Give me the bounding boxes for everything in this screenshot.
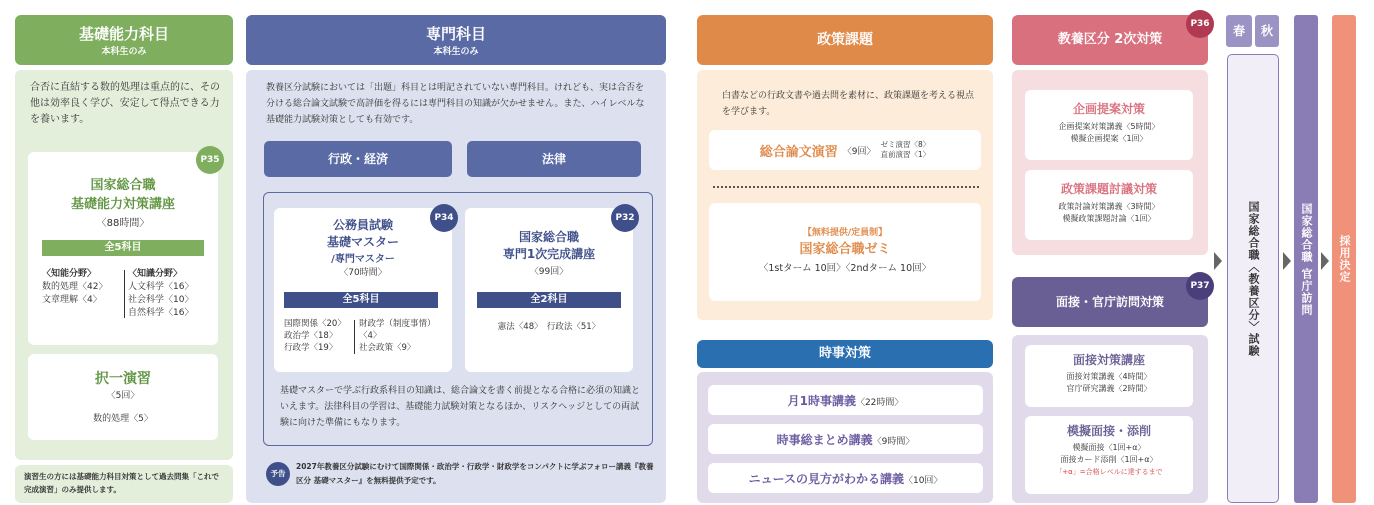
divider — [124, 270, 125, 318]
specialized-footer-text: 基礎マスターで学ぶ行政系科目の知識は、総合論文を書く前提となる合格に必須の知識といえます。法律科目の学習は、基礎能力試験対策となるほか、リスクヘッジとしての両試験に向けた準備にもなります。 — [280, 386, 641, 428]
card1-title1: 公務員試験 — [332, 218, 393, 232]
card1-item: 財政学（制度事情） — [359, 319, 436, 329]
seminar-tag: 【無料提供/定員制】 — [802, 228, 888, 238]
card1-item: 〈4〉 — [359, 331, 382, 341]
current-item — [708, 424, 983, 454]
specialized-header — [246, 15, 666, 65]
card1-bar: 全5科目 — [284, 292, 438, 308]
mock-interview-card — [1025, 416, 1193, 494]
seminar-card — [709, 203, 981, 301]
basic-subjects-header — [15, 15, 233, 65]
tab-law: 法律 — [467, 141, 641, 177]
card2-items: 憲法〈48〉 行政法〈51〉 — [497, 322, 601, 332]
right-head: 〈知識分野〉 — [128, 269, 183, 279]
practice-count: 〈5回〉 — [106, 391, 140, 401]
seminar-title: 国家総合職ゼミ — [799, 242, 891, 257]
tab-admin-econ: 行政・経済 — [264, 141, 452, 177]
specialized-intro: 教養区分試験においては「出題」科目とは明記されていない専門科目。けれども、実は合否を分ける総合論文試験で高評価を得るには専門科目の知識が欠かせません。また、ハイレベルな基礎能力試験対策としても有効です。 — [266, 83, 645, 125]
specialized-title: 専門科目 — [425, 25, 486, 43]
basic-course-title2: 基礎能力対策講座 — [70, 197, 175, 212]
divider — [354, 320, 355, 354]
left-item: 数的処理〈42〉 — [42, 282, 108, 292]
debate-title: 政策課題討議対策 — [1060, 182, 1157, 196]
current-item-count: 〈9時間〉 — [872, 437, 915, 447]
visit-box — [1294, 15, 1318, 503]
essay-card — [709, 130, 981, 170]
debate-card — [1025, 170, 1193, 240]
hired-box — [1332, 15, 1356, 503]
current-item-name: 時事総まとめ講義 — [776, 433, 873, 447]
basic-course-hours: 〈88時間〉 — [96, 218, 150, 229]
interview-header: 面接・官庁訪問対策 — [1012, 277, 1208, 327]
current-item-name: ニュースの見方がわかる講義 — [748, 472, 904, 486]
debate-item: 政策討論対策講義〈3時間〉 — [1058, 202, 1160, 211]
notice-text: 2027年教養区分試験にむけて国際関係・政治学・行政学・財政学をコンパクトに学ぶフォロー講義『教養区分 基礎マスター』を無料提供予定です。 — [296, 462, 654, 485]
arrow-icon — [1214, 252, 1222, 270]
seminar-terms: 〈1stターム 10回〉〈2ndターム 10回〉 — [758, 263, 932, 274]
knowledge-right — [128, 268, 193, 320]
knowledge-left — [42, 268, 107, 307]
card1-title3: /専門マスター — [331, 254, 395, 265]
card2-title2: 専門1次完成講座 — [502, 247, 596, 261]
current-affairs-header: 時事対策 — [697, 340, 993, 368]
spring-label: 春 — [1226, 15, 1252, 47]
specialized-subtitle: 本科生のみ — [433, 47, 479, 57]
basic-course-bar: 全5科目 — [42, 240, 204, 256]
right-item: 自然科学〈16〉 — [128, 308, 194, 318]
page-badge: P34 — [430, 204, 458, 232]
left-item: 文章理解〈4〉 — [42, 295, 102, 305]
int-course-item: 官庁研究講義〈2時間〉 — [1066, 384, 1152, 393]
visit-label: 国家総合職 官庁訪問 — [1300, 202, 1313, 316]
essay-title: 総合論文演習 — [759, 144, 838, 160]
second-stage-header: 教養区分 2次対策 — [1012, 15, 1208, 65]
right-item: 人文科学〈16〉 — [128, 282, 194, 292]
card2-title1: 国家総合職 — [518, 230, 579, 244]
essay-count: 〈9回〉 — [842, 146, 876, 157]
card1-title2: 基礎マスター — [326, 235, 399, 249]
mock-item: 模擬面接〈1回+α〉 — [1072, 443, 1146, 452]
practice-title: 択一演習 — [95, 371, 151, 387]
interview-course-card — [1025, 345, 1193, 407]
practice-item: 数的処理〈5〉 — [93, 414, 153, 424]
essay-sub — [880, 140, 930, 160]
autumn-label: 秋 — [1255, 15, 1279, 47]
page-badge: P37 — [1186, 272, 1214, 300]
card1-right — [359, 318, 436, 354]
basic-course-title1: 国家総合職 — [90, 178, 156, 193]
debate-item: 模擬政策課題討論〈1回〉 — [1062, 214, 1156, 223]
essay-sub2: 直前演習〈1〉 — [880, 150, 931, 159]
card2-bar: 全2科目 — [477, 292, 621, 308]
mock-item: 面接カード添削〈1回+α〉 — [1060, 455, 1158, 464]
left-head: 〈知能分野〉 — [42, 269, 97, 279]
page-badge: P32 — [611, 204, 639, 232]
mock-note: 「+α」=合格レベルに達するまで — [1055, 468, 1163, 476]
exam-box — [1227, 54, 1279, 503]
arrow-icon — [1321, 252, 1329, 270]
page-badge: P36 — [1186, 10, 1214, 38]
right-item: 社会科学〈10〉 — [128, 295, 194, 305]
exam-label: 国家総合職〈教養区分〉試験 — [1247, 200, 1260, 357]
notice-tag: 予告 — [266, 462, 290, 486]
hired-label: 採用決定 — [1338, 235, 1351, 283]
card1-item: 社会政策〈9〉 — [359, 343, 416, 353]
int-course-title: 面接対策講座 — [1072, 353, 1145, 367]
int-course-item: 面接対策講義〈4時間〉 — [1066, 372, 1152, 381]
card2-hours: 〈99回〉 — [529, 267, 569, 277]
plan-item: 企画提案対策講義〈5時間〉 — [1058, 122, 1160, 131]
plan-item: 模擬企画提案〈1回〉 — [1070, 134, 1148, 143]
policy-intro: 白書などの行政文書や過去問を素材に、政策課題を考える視点を学びます。 — [722, 91, 975, 117]
card1-left — [284, 318, 346, 354]
essay-sub1: ゼミ演習〈8〉 — [880, 140, 931, 149]
kiso-master-card — [274, 208, 452, 372]
page-badge: P35 — [196, 146, 224, 174]
current-item-count: 〈10回〉 — [903, 476, 943, 486]
current-item-name: 月1時事講義 — [787, 394, 856, 408]
practice-card — [28, 354, 218, 440]
basic-note-text: 演習生の方には基礎能力科目対策として過去問集「これで完成演習」のみ提供します。 — [24, 472, 219, 494]
current-item-count: 〈22時間〉 — [855, 398, 904, 408]
current-item — [708, 463, 983, 493]
card1-item: 政治学〈18〉 — [284, 331, 338, 341]
basic-intro-text: 合否に直結する数的処理は重点的に、その他は効率良く学び、安定して得点できる力を養います。 — [30, 82, 220, 125]
card1-item: 国際関係〈20〉 — [284, 319, 346, 329]
basic-course-card — [28, 152, 218, 345]
policy-header: 政策課題 — [697, 15, 993, 65]
plan-card — [1025, 90, 1193, 160]
senmon-kansei-card — [465, 208, 633, 372]
basic-subjects-title: 基礎能力科目 — [78, 25, 169, 43]
basic-subjects-subtitle: 本科生のみ — [101, 47, 147, 57]
dotted-divider — [713, 186, 979, 188]
card1-item: 行政学〈19〉 — [284, 343, 338, 353]
arrow-icon — [1283, 252, 1291, 270]
mock-title: 模擬面接・添削 — [1066, 424, 1151, 438]
plan-title: 企画提案対策 — [1072, 102, 1145, 116]
card1-hours: 〈70時間〉 — [339, 268, 387, 278]
current-item — [708, 385, 983, 415]
